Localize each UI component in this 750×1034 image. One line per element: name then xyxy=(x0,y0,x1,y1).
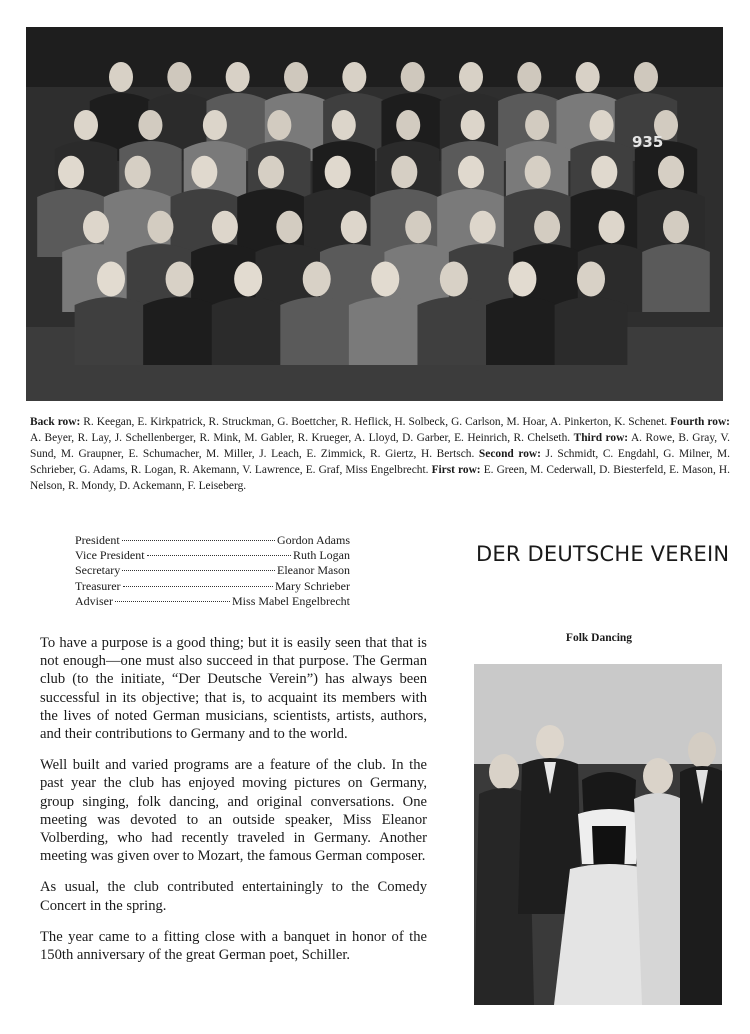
group-member-head xyxy=(58,156,84,189)
group-member-head xyxy=(258,156,284,189)
leader-dots xyxy=(147,555,291,556)
caption-first-names: E. Green, M. Cederwall, D. Biesterfeld, E. Mason, H. Nelson, R. Mondy, D. Ackemann, F. Leiseberg. xyxy=(30,464,730,492)
officer-title: Secretary xyxy=(75,563,121,578)
officer-row-treasurer xyxy=(75,579,350,594)
group-member-head xyxy=(147,211,173,244)
group-member-head xyxy=(459,62,483,92)
group-member-body xyxy=(280,297,353,365)
group-member-head xyxy=(658,156,684,189)
group-member-head xyxy=(458,156,484,189)
officer-name: Gordon Adams xyxy=(277,533,350,547)
group-member-body xyxy=(642,244,710,312)
group-member-head xyxy=(371,262,399,297)
leader-dots xyxy=(115,601,230,602)
group-member-head xyxy=(267,110,291,140)
group-member-head xyxy=(508,262,536,297)
club-group-photo xyxy=(26,27,723,401)
caption-first-label: First row: xyxy=(431,464,481,476)
article-paragraph: As usual, the club contributed entertainingly to the Comedy Concert in the spring. xyxy=(40,879,427,914)
group-member-head xyxy=(517,62,541,92)
group-member-head xyxy=(470,211,496,244)
group-member-head xyxy=(191,156,217,189)
group-member-body xyxy=(417,297,490,365)
officer-row-secretary xyxy=(75,563,350,578)
group-member-head xyxy=(577,262,605,297)
group-member-head xyxy=(461,110,485,140)
officer-name: Ruth Logan xyxy=(293,548,350,563)
caption-second-label: Second row: xyxy=(478,448,541,460)
group-member-head xyxy=(74,110,98,140)
caption-third-label: Third row: xyxy=(573,432,629,444)
group-member-head xyxy=(276,211,302,244)
leader-dots xyxy=(123,586,273,587)
caption-back-names: R. Keegan, E. Kirkpatrick, R. Struckman, G. Boettcher, R. Heflick, H. Solbeck, G. Carlson, M. Hoar, A. Pinkerton, K. Schenet. xyxy=(83,416,668,428)
caption-back-label: Back row: xyxy=(30,416,81,428)
group-member-body xyxy=(212,297,285,365)
group-member-body xyxy=(555,297,628,365)
group-member-body xyxy=(143,297,216,365)
officer-name: Eleanor Mason xyxy=(277,563,350,578)
group-member-head xyxy=(97,262,125,297)
officer-name: Miss Mabel Engelbrecht xyxy=(232,593,350,608)
officer-row-president xyxy=(75,533,350,548)
folk-dancing-photo-figures xyxy=(474,664,722,1005)
group-member-head xyxy=(303,262,331,297)
group-member-head xyxy=(440,262,468,297)
group-member-head xyxy=(590,110,614,140)
group-member-head xyxy=(525,156,551,189)
group-member-head xyxy=(167,62,191,92)
group-member-head xyxy=(396,110,420,140)
group-member-head xyxy=(125,156,151,189)
caption-third-names: A. Rowe, B. Gray, V. Sund, M. Graupner, E. Schumacher, M. Miller, J. Leach, E. Zimmick, R. Giertz, H. Bertsch. xyxy=(30,432,731,460)
group-member-head xyxy=(234,262,262,297)
group-member-head xyxy=(341,211,367,244)
group-member-head xyxy=(212,211,238,244)
group-member-body xyxy=(75,297,148,365)
group-member-head xyxy=(525,110,549,140)
article-paragraph: To have a purpose is a good thing; but it is easily seen that that is not enough—one must also succeed in that purpose. The German club (to the initiate, “Der Deutsche Verein”) has always been successful in its objective; that is, to acquaint its members with the lives of noted German musicians, scientists, artists, authors, and their contributions to Germany and to the world. xyxy=(40,635,427,743)
folk-photo-caption: Folk Dancing xyxy=(565,632,633,644)
group-member-head xyxy=(284,62,308,92)
group-member-head xyxy=(203,110,227,140)
group-member-head xyxy=(226,62,250,92)
officer-title: Adviser xyxy=(75,593,113,608)
group-member-body xyxy=(486,297,559,365)
officer-row-adviser xyxy=(75,594,350,609)
group-member-head xyxy=(591,156,617,189)
article-paragraph: Well built and varied programs are a feature of the club. In the past year the club has enjoyed moving pictures on Germany, group singing, folk dancing, and original conversations. One meeting was devoted to an outside speaker, Miss Eleanor Volberding, who had recently traveled in Germany. Another meeting was given over to Mozart, the famous German composer. xyxy=(40,757,427,865)
group-member-head xyxy=(332,110,356,140)
officer-title: Treasurer xyxy=(75,578,121,593)
caption-second-names: J. Schmidt, C. Engdahl, G. Milner, M. Schrieber, G. Adams, R. Logan, R. Akemann, V. Lawrence, E. Graf, Miss Engelbrecht. xyxy=(30,448,730,476)
officer-name: Mary Schrieber xyxy=(275,578,350,593)
group-member-head xyxy=(576,62,600,92)
group-member-head xyxy=(634,62,658,92)
caption-fourth-names: A. Beyer, R. Lay, J. Schellenberger, R. Mink, M. Gabler, R. Krueger, A. Lloyd, D. Garber, E. Heinrich, R. Chelseth. xyxy=(30,432,571,444)
club-title: DER DEUTSCHE VEREIN xyxy=(476,542,730,566)
jersey-number: 935 xyxy=(632,133,664,151)
group-member-head xyxy=(109,62,133,92)
group-member-head xyxy=(391,156,417,189)
group-member-head xyxy=(83,211,109,244)
officers-list xyxy=(75,533,350,609)
club-group-photo-figures xyxy=(26,27,723,401)
group-member-head xyxy=(405,211,431,244)
group-member-head xyxy=(599,211,625,244)
officer-row-vice-president xyxy=(75,548,350,563)
article-body xyxy=(40,634,427,977)
officer-title: Vice President xyxy=(75,548,145,563)
group-member-head xyxy=(401,62,425,92)
group-member-head xyxy=(534,211,560,244)
group-member-head xyxy=(138,110,162,140)
group-member-head xyxy=(325,156,351,189)
caption-fourth-label: Fourth row: xyxy=(670,416,730,428)
officer-title: President xyxy=(75,533,120,547)
leader-dots xyxy=(122,540,275,541)
article-paragraph: The year came to a fitting close with a banquet in honor of the 150th anniversary of the great German poet, Schiller. xyxy=(40,928,427,964)
group-member-head xyxy=(342,62,366,92)
group-member-head xyxy=(166,262,194,297)
leader-dots xyxy=(122,570,275,571)
folk-dancing-photo xyxy=(474,664,722,1005)
group-member-head xyxy=(663,211,689,244)
photo-caption xyxy=(30,414,730,494)
group-member-body xyxy=(349,297,422,365)
